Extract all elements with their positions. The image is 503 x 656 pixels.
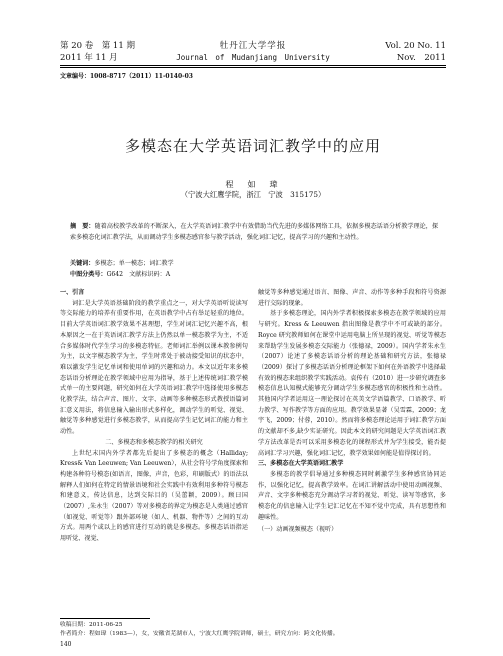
article-title: 多模态在大学英语词汇教学中的应用: [124, 137, 381, 155]
footnote-rule: [60, 618, 150, 619]
section-heading-introduction: 一、引言: [60, 289, 85, 296]
classification: [70, 269, 438, 280]
section-heading-related-research: 二、多模态和多模态教学的相关研究: [105, 438, 203, 446]
keywords-text: 多模态；单一模态；词汇教学: [94, 260, 174, 267]
classification-label: 中图分类号：: [70, 271, 107, 278]
abstract: [70, 221, 438, 243]
classification-text: G642 文献标识码：A: [106, 271, 171, 278]
paragraph: 多模态的教学倡导通过多种模态同时刺激学生多种感官协同运作，以强化记忆，提高教学效率。在词汇讲解活动中使用动画视频、声音、文字多种模态充分调动学习者的视觉、听觉、读写等感官，多模态化的信息输入让学生记汇记忆在不知不觉中完成，具有思想性和趣味性。: [258, 470, 446, 521]
header-rule-top: [60, 65, 446, 66]
paragraph: 词汇是大学英语基础阶段的教学重点之一，对大学英语听说读写等交际能力的培养有重要作用，在英语教学中占有举足轻重的地位。目前大学英语词汇教学效果不甚理想，学生对词汇记忆兴趣不高，根本原因之一在于英语词汇教学方法上仍然以单一模态教学为主，不适合多媒体时代学生学习的多模态特征。老师词汇举例以课本教参例句为主，以文字模态教学为主，学生时常处于被动接受知识的状态中，难以激发学生记忆单词和使用单词的兴趣和动力。本文以近年来多模态话语分析理论在教学领域中应用为指导，基于上述传统词汇教学模式单一的主要问题，研究如何在大学英语词汇教学中选择使用多模态化教学法，结合声音、图片、文字、动画等多种模态形式教授语篇词汇意义用法，将信息输入输出形式多样化，调动学生的听觉、视觉、触觉等多种感觉进行多模态教学，从而提高学生记忆词汇的能力和主动性。: [60, 299, 248, 436]
paragraph: 基于多模态理论，国内外学者积极探索多模态在教学领域的应用与研究。Kress & Leeuwen 指出图像是教学中不可或缺的部分。Royce 研究教师如何在课堂中运用电脑上所呈现的视觉、听觉等模态来帮助学生发展多模态交际能力（张德禄，2009）。国内学者朱永生（2007）论述了多模态话语分析的理论基础和研究方法，张德禄（2009）探讨了多模态话语分析理论框架下如何在外语教学中选择最有效的模态来组织教学实践活动。袁传有（2010）进一步研究调查多模态信息认知模式能够充分调动学生多模态感官的积极性和主动性。其他国内学者运用这一理论探讨在英美文学语篇教学、口语教学、听力教学、写作教学等方面的应用。教学效果显著（吴雪霖，2009；龙宇飞，2009；付蓉，2010）。然而将多模态理论运用于词汇教学方面的文献却不多,缺少实证研究。因此本文的研究问题是大学英语词汇教学方法改革是否可以采用多模态化的课程形式并为学生接受，能否提高词汇学习兴趣，强化词汇记忆，教学效果如何能是值得探讨的。: [258, 310, 446, 457]
page-number: 140: [60, 641, 72, 648]
article-number: 文章编号：1008-8717（2011）11-0140-03: [60, 73, 193, 80]
body-right-column: [258, 288, 446, 628]
author-name: 程 如 瑋: [225, 180, 281, 189]
subsection-heading-animation: （一）动画视频模态（视听）: [258, 526, 338, 534]
keywords: [70, 258, 438, 269]
footnote-received: 收稿日期：2011-06-25: [60, 622, 123, 628]
date-en: Nov. 2011: [396, 53, 446, 63]
date-cn: 2011 年 11 月: [60, 53, 118, 63]
body-left-column: [60, 288, 248, 620]
journal-name-cn: 牡丹江大学学报: [219, 41, 287, 51]
paragraph: 触觉等多种感觉通过语言、图像、声音、动作等多种手段和符号资源进行交际的现象。: [258, 289, 446, 307]
header-rule-bottom: [60, 67, 446, 68]
paragraph: 上世纪末国内外学者都先后提出了多模态的概念（Halliday; Kress& Van Leeuwen; Van Leeuwen），从社会符号学角度探索和构建各种符号模态(如语言，图像，声音，色彩，印刷版式）的语法以解释人们如何在特定的情景语境和社会实践中有效利用多种符号模态和建意义，传达信息，达到交际目的（吴蕾颖，2009）。顾曰国（2007）,朱永生（2007）等对多模态的界定为模态是人类通过感官（如视觉、听觉等）跟外部环境（如人、机器、物件等）之间的互动方式。用两个或以上的感官进行互动的就是多模态。多模态话语指运用听觉、视觉、: [60, 449, 248, 543]
abstract-label: 摘 要：: [70, 223, 95, 230]
keywords-label: 关键词：: [70, 260, 95, 267]
journal-name-en: Journal of Mudanjiang University: [176, 53, 330, 62]
volume-issue-cn: 第 20 卷 第 11 期: [60, 41, 135, 51]
volume-issue-en: Vol. 20 No. 11: [385, 41, 446, 51]
abstract-text: 随着高校教学改革的不断深入，在大学英语词汇教学中有效借助当代先进的多媒体网络工具，依据多模态话语分析教学理论，探索多模态化词汇教学法，从而调动学生多模态感官参与教学活动，强化词汇记忆，提高学习的兴趣和主动性。: [70, 223, 439, 241]
author-affiliation: （宁波大红鹰学院，浙江 宁波 315175）: [180, 190, 326, 199]
footnote-author-bio: 作者简介：程如瑋（1983—），女，安徽省芜湖市人，宁波大红鹰学院讲师，硕士，研究方向：跨文化传播。: [60, 631, 339, 637]
section-heading-application: 三、多模态在大学英语词汇教学: [258, 460, 344, 468]
